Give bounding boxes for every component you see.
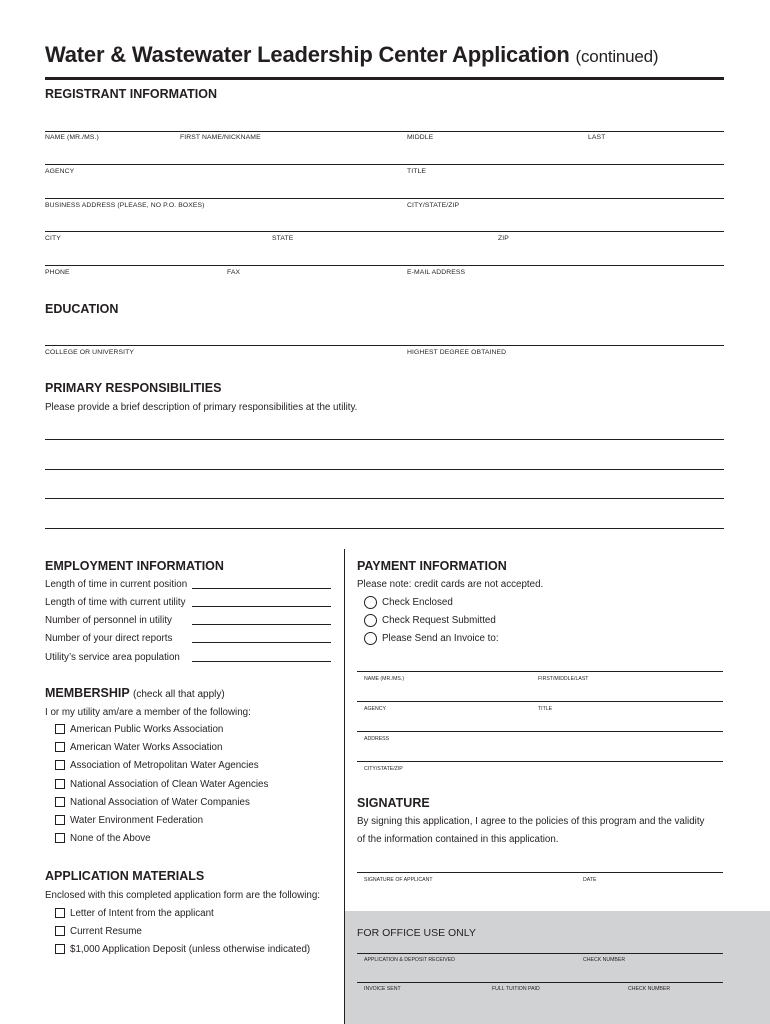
invoice-city-line[interactable] <box>357 761 723 762</box>
materials-option: Letter of Intent from the applicant <box>70 908 214 919</box>
materials-option: Current Resume <box>70 926 142 937</box>
employment-fill-line[interactable] <box>192 588 331 589</box>
payment-option: Please Send an Invoice to: <box>382 633 499 644</box>
agency-row-line[interactable] <box>45 164 724 165</box>
responsibility-line[interactable] <box>45 469 724 470</box>
membership-option: Association of Metropolitan Water Agencies <box>70 760 259 771</box>
signature-line[interactable] <box>357 872 723 873</box>
invoice-name-line[interactable] <box>357 671 723 672</box>
employment-field-label: Number of your direct reports <box>45 633 173 644</box>
employment-field-label: Length of time with current utility <box>45 597 186 608</box>
office-tuition-label: FULL TUITION PAID <box>492 986 540 992</box>
title-main: Water & Wastewater Leadership Center Application <box>45 42 570 67</box>
office-check-label: CHECK NUMBER <box>583 957 626 963</box>
office-check-label: CHECK NUMBER <box>628 986 671 992</box>
city-state-zip-label: CITY/STATE/ZIP <box>407 202 460 209</box>
invoice-city-label: CITY/STATE/ZIP <box>364 766 403 772</box>
employment-field-label: Length of time in current position <box>45 579 188 590</box>
materials-prompt: Enclosed with this completed application form are the following: <box>45 890 321 901</box>
membership-prompt: I or my utility am/are a member of the following: <box>45 707 251 718</box>
membership-checkbox[interactable] <box>55 724 65 734</box>
invoice-name-label: NAME (MR./MS.) <box>364 676 405 682</box>
phone-label: PHONE <box>45 269 70 276</box>
college-label: COLLEGE OR UNIVERSITY <box>45 349 134 356</box>
membership-option: None of the Above <box>70 833 151 844</box>
responsibility-line[interactable] <box>45 528 724 529</box>
payment-radio[interactable] <box>364 614 377 627</box>
membership-option: American Public Works Association <box>70 724 224 735</box>
phone-row-line[interactable] <box>45 265 724 266</box>
materials-option: $1,000 Application Deposit (unless otherwise indicated) <box>70 944 311 955</box>
office-invoice-label: INVOICE SENT <box>364 986 401 992</box>
name-row-line[interactable] <box>45 131 724 132</box>
membership-checkbox[interactable] <box>55 742 65 752</box>
city-label: CITY <box>45 235 61 242</box>
membership-checkbox[interactable] <box>55 815 65 825</box>
signature-heading: SIGNATURE <box>357 796 430 810</box>
membership-title: MEMBERSHIP <box>45 686 130 700</box>
primary-heading: PRIMARY RESPONSIBILITIES <box>45 381 222 395</box>
office-deposit-line[interactable] <box>357 953 723 954</box>
membership-option: National Association of Water Companies <box>70 797 250 808</box>
degree-label: HIGHEST DEGREE OBTAINED <box>407 349 507 356</box>
primary-prompt: Please provide a brief description of primary responsibilities at the utility. <box>45 402 358 413</box>
employment-fill-line[interactable] <box>192 661 331 662</box>
fax-label: FAX <box>227 269 241 276</box>
invoice-address-line[interactable] <box>357 731 723 732</box>
membership-checkbox[interactable] <box>55 760 65 770</box>
email-label: E-MAIL ADDRESS <box>407 269 466 276</box>
name-label: NAME (MR./MS.) <box>45 134 99 141</box>
office-deposit-label: APPLICATION & DEPOSIT RECEIVED <box>364 957 455 963</box>
employment-fill-line[interactable] <box>192 642 331 643</box>
materials-checkbox[interactable] <box>55 944 65 954</box>
registrant-heading: REGISTRANT INFORMATION <box>45 87 217 101</box>
membership-option: National Association of Clean Water Agencies <box>70 779 269 790</box>
signature-text: By signing this application, I agree to the policies of this program and the validity <box>357 816 705 827</box>
business-address-label: BUSINESS ADDRESS (PLEASE, NO P.O. BOXES) <box>45 202 205 209</box>
membership-heading <box>45 686 225 700</box>
title-rule <box>45 77 724 80</box>
membership-subheading: (check all that apply) <box>133 689 225 700</box>
invoice-title-label: TITLE <box>538 706 553 712</box>
employment-fill-line[interactable] <box>192 624 331 625</box>
office-invoice-line[interactable] <box>357 982 723 983</box>
responsibility-line[interactable] <box>45 498 724 499</box>
date-label: DATE <box>583 877 597 883</box>
invoice-firstlast-label: FIRST/MIDDLE/LAST <box>538 676 589 682</box>
payment-option: Check Request Submitted <box>382 615 496 626</box>
payment-radio[interactable] <box>364 596 377 609</box>
membership-option: Water Environment Federation <box>70 815 204 826</box>
responsibility-line[interactable] <box>45 439 724 440</box>
middle-label: MIDDLE <box>407 134 434 141</box>
employment-heading: EMPLOYMENT INFORMATION <box>45 559 224 573</box>
payment-note: Please note: credit cards are not accepted. <box>357 579 544 590</box>
education-heading: EDUCATION <box>45 302 119 316</box>
membership-checkbox[interactable] <box>55 779 65 789</box>
city-row-line[interactable] <box>45 231 724 232</box>
education-row-line[interactable] <box>45 345 724 346</box>
employment-field-label: Utility’s service area population <box>45 652 180 663</box>
materials-checkbox[interactable] <box>55 908 65 918</box>
membership-checkbox[interactable] <box>55 833 65 843</box>
materials-checkbox[interactable] <box>55 926 65 936</box>
invoice-address-label: ADDRESS <box>364 736 390 742</box>
office-heading: FOR OFFICE USE ONLY <box>357 927 476 939</box>
signature-text: of the information contained in this application. <box>357 834 559 845</box>
state-label: STATE <box>272 235 294 242</box>
title-continued: (continued) <box>575 47 659 66</box>
last-label: LAST <box>588 134 606 141</box>
zip-label: ZIP <box>498 235 509 242</box>
first-name-label: FIRST NAME/NICKNAME <box>180 134 261 141</box>
signature-label: SIGNATURE OF APPLICANT <box>364 877 433 883</box>
title-label: TITLE <box>407 168 427 175</box>
payment-heading: PAYMENT INFORMATION <box>357 559 507 573</box>
employment-field-label: Number of personnel in utility <box>45 615 172 626</box>
agency-label: AGENCY <box>45 168 75 175</box>
materials-heading: APPLICATION MATERIALS <box>45 869 205 883</box>
payment-option: Check Enclosed <box>382 597 453 608</box>
membership-option: American Water Works Association <box>70 742 223 753</box>
employment-fill-line[interactable] <box>192 606 331 607</box>
membership-checkbox[interactable] <box>55 797 65 807</box>
payment-radio[interactable] <box>364 632 377 645</box>
page-title <box>45 42 658 68</box>
address-row-line[interactable] <box>45 198 724 199</box>
invoice-agency-line[interactable] <box>357 701 723 702</box>
invoice-agency-label: AGENCY <box>364 706 386 712</box>
